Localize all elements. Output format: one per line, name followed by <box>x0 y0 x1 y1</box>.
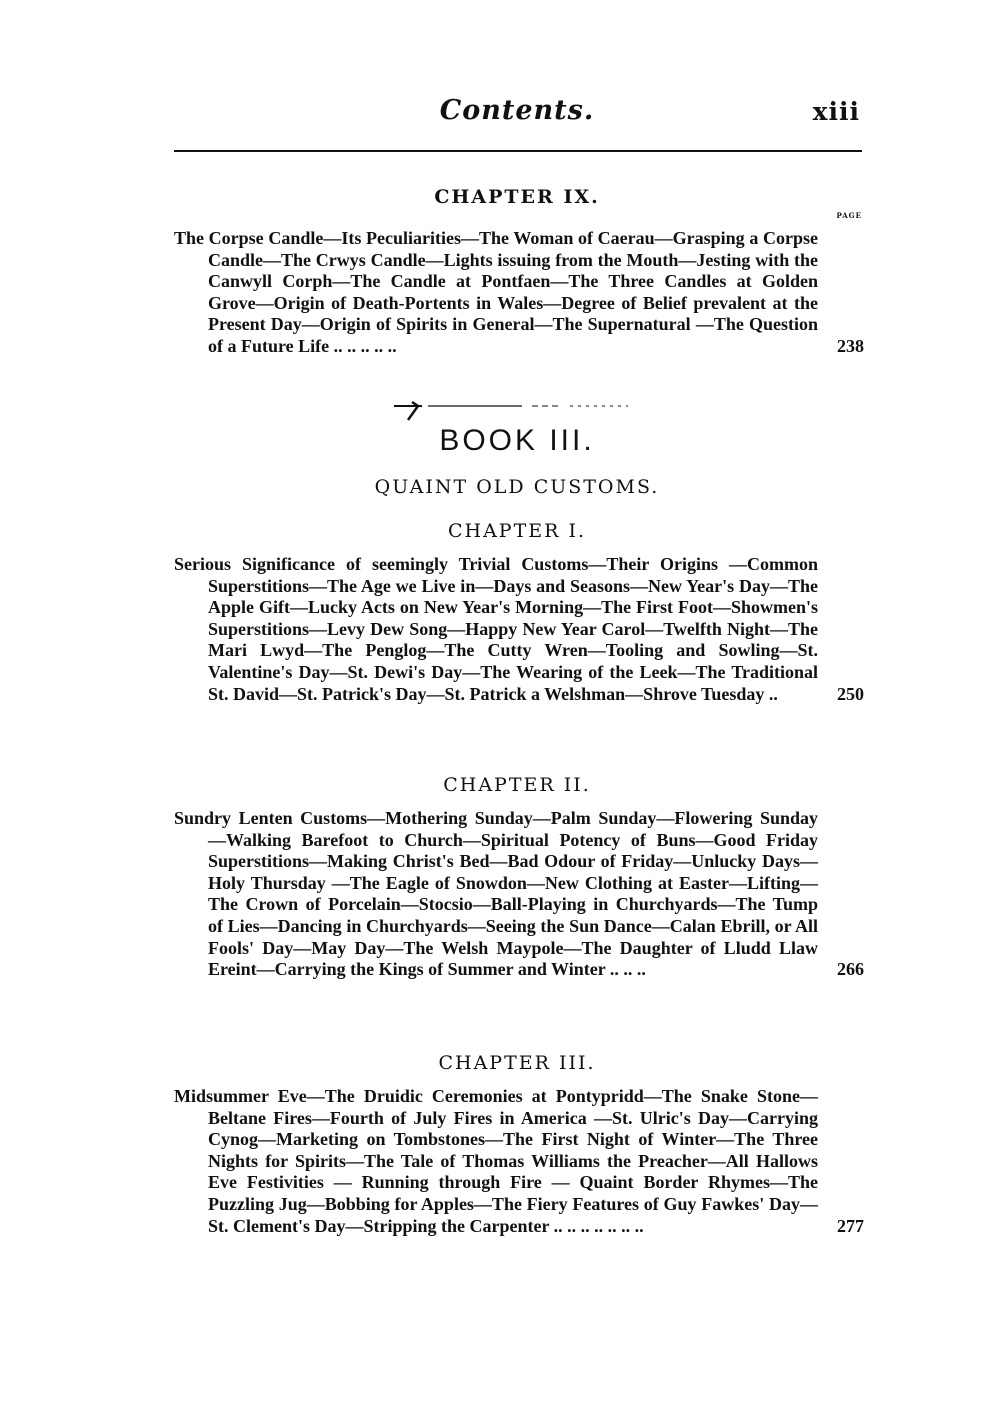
chapter-i-entry <box>174 554 864 705</box>
chapter-ii-summary: Sundry Lenten Customs—Mothering Sunday—Palm Sunday—Flowering Sunday—Walking Barefoot to Church—Spiritual Potency of Buns—Good Friday Superstitions—Making Christ's Bed—Bad Odour of Friday—Unlucky Days—Holy Thursday —The Eagle of Snowdon—New Clothing at Easter—Lifting—The Crown of Porcelain—Stocsio—Ball-Playing in Churchyards—The Tump of Lies—Dancing in Churchyards—Seeing the Sun Dance—Calan Ebrill, or All Fools' Day—May Day—The Welsh Maypole—The Daughter of Lludd Llaw Ereint—Carrying the Kings of Summer and Winter .. .. .. <box>174 808 818 980</box>
book-title: BOOK III. <box>439 424 595 457</box>
section-ornament <box>392 394 632 424</box>
running-title: Contents. <box>439 95 595 126</box>
chapter-i-page: 250 <box>837 683 864 704</box>
page-column-label: PAGE <box>836 211 862 220</box>
chapter-ii-heading: CHAPTER II. <box>443 774 591 796</box>
chapter-iii-page: 277 <box>837 1215 864 1236</box>
book-subtitle: QUAINT OLD CUSTOMS. <box>374 476 660 498</box>
chapter-ix-page: 238 <box>837 335 864 356</box>
chapter-ii-entry <box>174 808 864 981</box>
chapter-iii-summary: Midsummer Eve—The Druidic Ceremonies at Pontypridd—The Snake Stone—Beltane Fires—Fourth of July Fires in America —St. Ulric's Day—Carrying Cynog—Marketing on Tombstones—The First Night of Winter—The Three Nights for Spirits—The Tale of Thomas Williams the Preacher—All Hallows Eve Festivities — Running through Fire — Quaint Border Rhymes—The Puzzling Jug—Bobbing for Apples—The Fiery Features of Guy Fawkes' Day—St. Clement's Day—Stripping the Carpenter .. .. .. .. .. .. .. <box>174 1086 818 1236</box>
chapter-iii-entry <box>174 1086 864 1237</box>
chapter-ix-heading: CHAPTER IX. <box>434 186 600 208</box>
chapter-ix-entry <box>174 228 864 358</box>
chapter-i-heading: CHAPTER I. <box>447 520 587 542</box>
chapter-iii-heading: CHAPTER III. <box>438 1052 596 1074</box>
chapter-i-summary: Serious Significance of seemingly Trivial Customs—Their Origins —Common Superstitions—The Age we Live in—Days and Seasons—New Year's Day—The Apple Gift—Lucky Acts on New Year's Morning—The First Foot—Showmen's Superstitions—Levy Dew Song—Happy New Year Carol—Twelfth Night—The Mari Lwyd—The Penglog—The Cutty Wren—Tooling and Sowling—St. Valentine's Day—St. Dewi's Day—The Wearing of the Leek—The Traditional St. David—St. Patrick's Day—St. Patrick a Welshman—Shrove Tuesday .. <box>174 554 818 704</box>
chapter-ix-summary: The Corpse Candle—Its Peculiarities—The Woman of Caerau—Grasping a Corpse Candle—The Crwys Candle—Lights issuing from the Mouth—Jesting with the Canwyll Corph—The Candle at Pontfaen—The Three Candles at Golden Grove—Origin of Death-Portents in Wales—Degree of Belief prevalent at the Present Day—Origin of Spirits in General—The Supernatural —The Question of a Future Life .. .. .. .. .. <box>174 228 818 356</box>
header-rule <box>174 150 862 152</box>
chapter-ii-page: 266 <box>837 959 864 980</box>
running-head <box>174 95 860 135</box>
page-number: xiii <box>812 97 860 126</box>
